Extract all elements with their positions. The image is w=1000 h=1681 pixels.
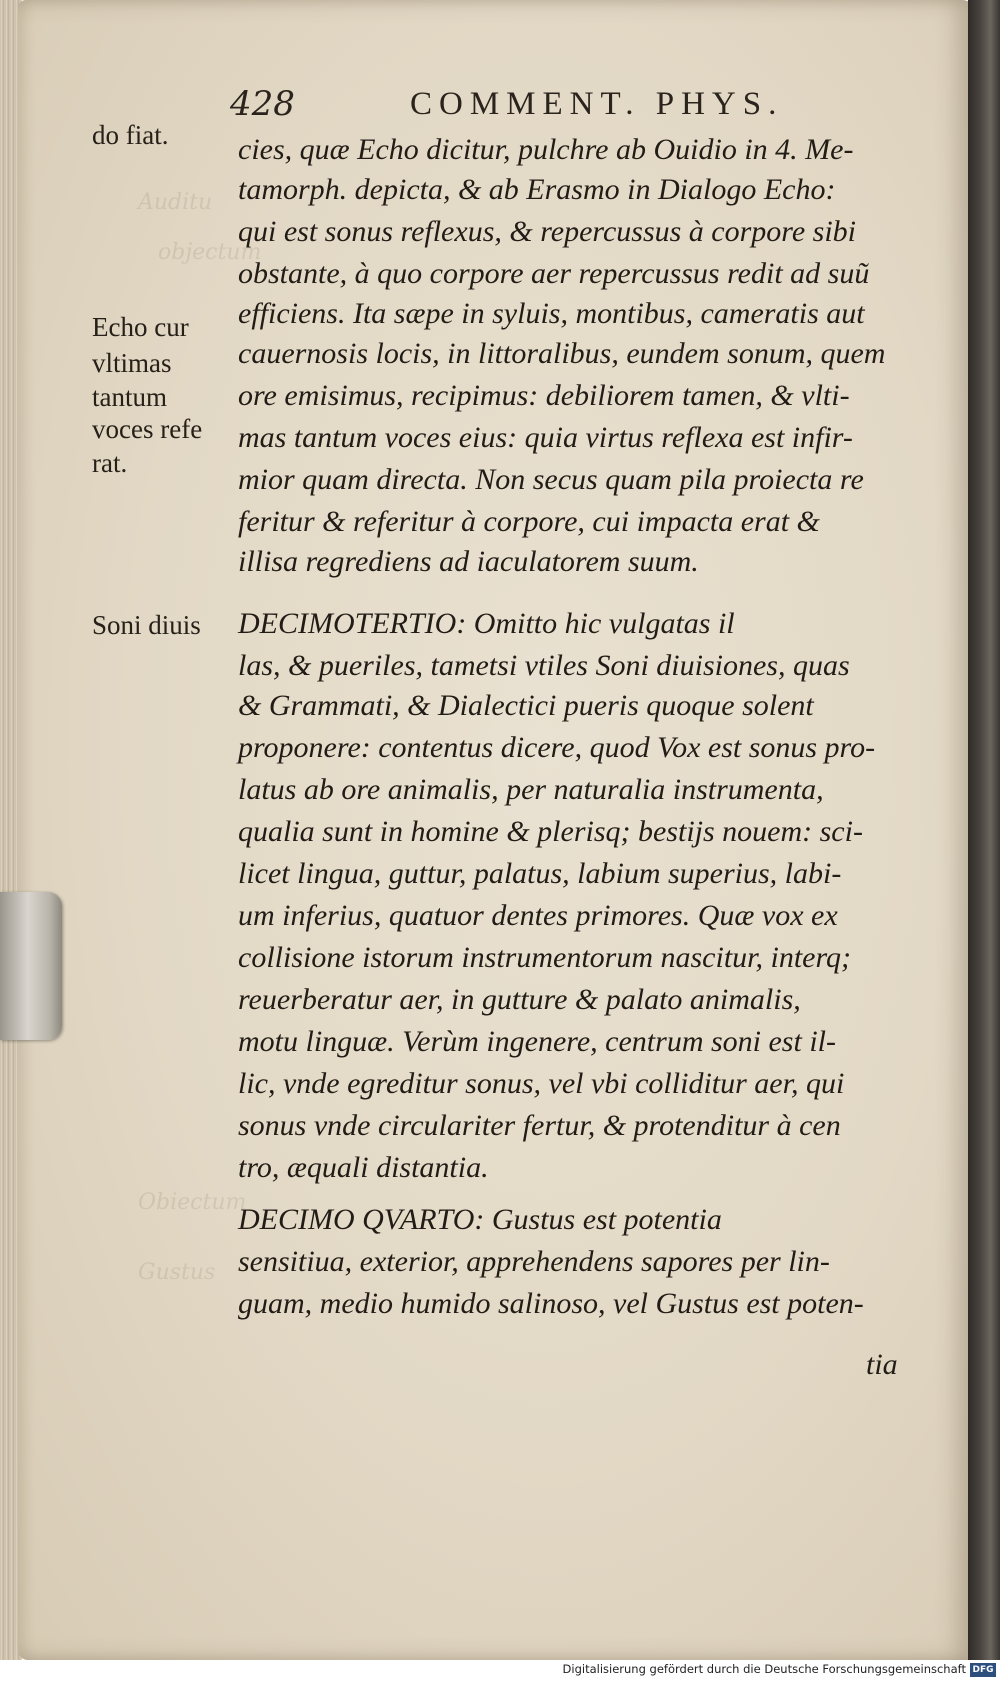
text-line: sensitiua, exterior, apprehendens sapores per lin- — [238, 1245, 830, 1278]
text-line: mas tantum voces eius: quia virtus reflexa est infir- — [238, 421, 853, 454]
text-line: & Grammati, & Dialectici pueris quoque solent — [238, 689, 814, 722]
text-line: cauernosis locis, in littoralibus, eundem sonum, quem — [238, 337, 886, 370]
text-line: lic, vnde egreditur sonus, vel vbi colliditur aer, qui — [238, 1067, 845, 1100]
margin-note: vltimas — [92, 348, 172, 378]
show-through-text: objectum — [158, 240, 262, 265]
text-line: las, & pueriles, tametsi vtiles Soni diuisiones, quas — [238, 649, 850, 682]
text-line: proponere: contentus dicere, quod Vox est sonus pro- — [238, 731, 876, 764]
page-number: 428 — [230, 84, 295, 124]
text-line: collisione istorum instrumentorum nascitur, interq; — [238, 941, 852, 974]
text-line: guam, medio humido salinoso, vel Gustus est poten- — [238, 1287, 864, 1320]
section-heading-line: DECIMOTERTIO: Omitto hic vulgatas il — [238, 607, 735, 640]
margin-note: tantum — [92, 382, 167, 412]
running-title: COMMENT. PHYS. — [410, 86, 784, 122]
text-line: qui est sonus reflexus, & repercussus à corpore sibi — [238, 215, 857, 248]
text-line: tro, æquali distantia. — [238, 1151, 489, 1184]
catchword: tia — [866, 1348, 898, 1381]
text-line: um inferius, quatuor dentes primores. Quæ vox ex — [238, 899, 838, 932]
show-through-text: Auditu — [138, 190, 213, 215]
dfg-logo: DFG — [970, 1663, 996, 1677]
text-line: qualia sunt in homine & plerisq; bestijs nouem: sci- — [238, 815, 863, 848]
margin-note: Echo cur — [92, 312, 189, 342]
text-line: cies, quæ Echo dicitur, pulchre ab Ouidio in 4. Me- — [238, 133, 854, 166]
page-clip — [0, 892, 62, 1040]
margin-note: voces refe — [92, 414, 203, 444]
text-line: latus ab ore animalis, per naturalia instrumenta, — [238, 773, 824, 806]
text-line: sonus vnde circulariter fertur, & protenditur à cen — [238, 1109, 841, 1142]
text-line: ore emisimus, recipimus: debiliorem tamen, & vlti- — [238, 379, 850, 412]
text-line: motu linguæ. Verùm ingenere, centrum soni est il- — [238, 1025, 836, 1058]
margin-note: Soni diuis — [92, 610, 201, 640]
text-line: illisa regrediens ad iaculatorem suum. — [238, 545, 699, 578]
text-line: feritur & referitur à corpore, cui impacta erat & — [238, 505, 820, 538]
text-line: reuerberatur aer, in gutture & palato animalis, — [238, 983, 801, 1016]
show-through-text: Gustus — [138, 1260, 216, 1285]
text-line: licet lingua, guttur, palatus, labium superius, labi- — [238, 857, 842, 890]
margin-note: do fiat. — [92, 120, 169, 150]
running-head — [230, 84, 790, 124]
margin-note: rat. — [92, 448, 128, 478]
section-heading-line: DECIMO QVARTO: Gustus est potentia — [238, 1203, 722, 1236]
text-line: efficiens. Ita sæpe in syluis, montibus, cameratis aut — [238, 297, 865, 330]
book-binding-edge — [968, 0, 1000, 1660]
show-through-text: Obiectum — [138, 1190, 247, 1215]
footer-credit-text: Digitalisierung gefördert durch die Deutsche Forschungsgemeinschaft — [562, 1662, 966, 1676]
text-line: tamorph. depicta, & ab Erasmo in Dialogo Echo: — [238, 173, 836, 206]
text-line: mior quam directa. Non secus quam pila proiecta re — [238, 463, 864, 496]
digitization-footer — [0, 1660, 1000, 1681]
text-line: obstante, à quo corpore aer repercussus redit ad suũ — [238, 257, 870, 290]
